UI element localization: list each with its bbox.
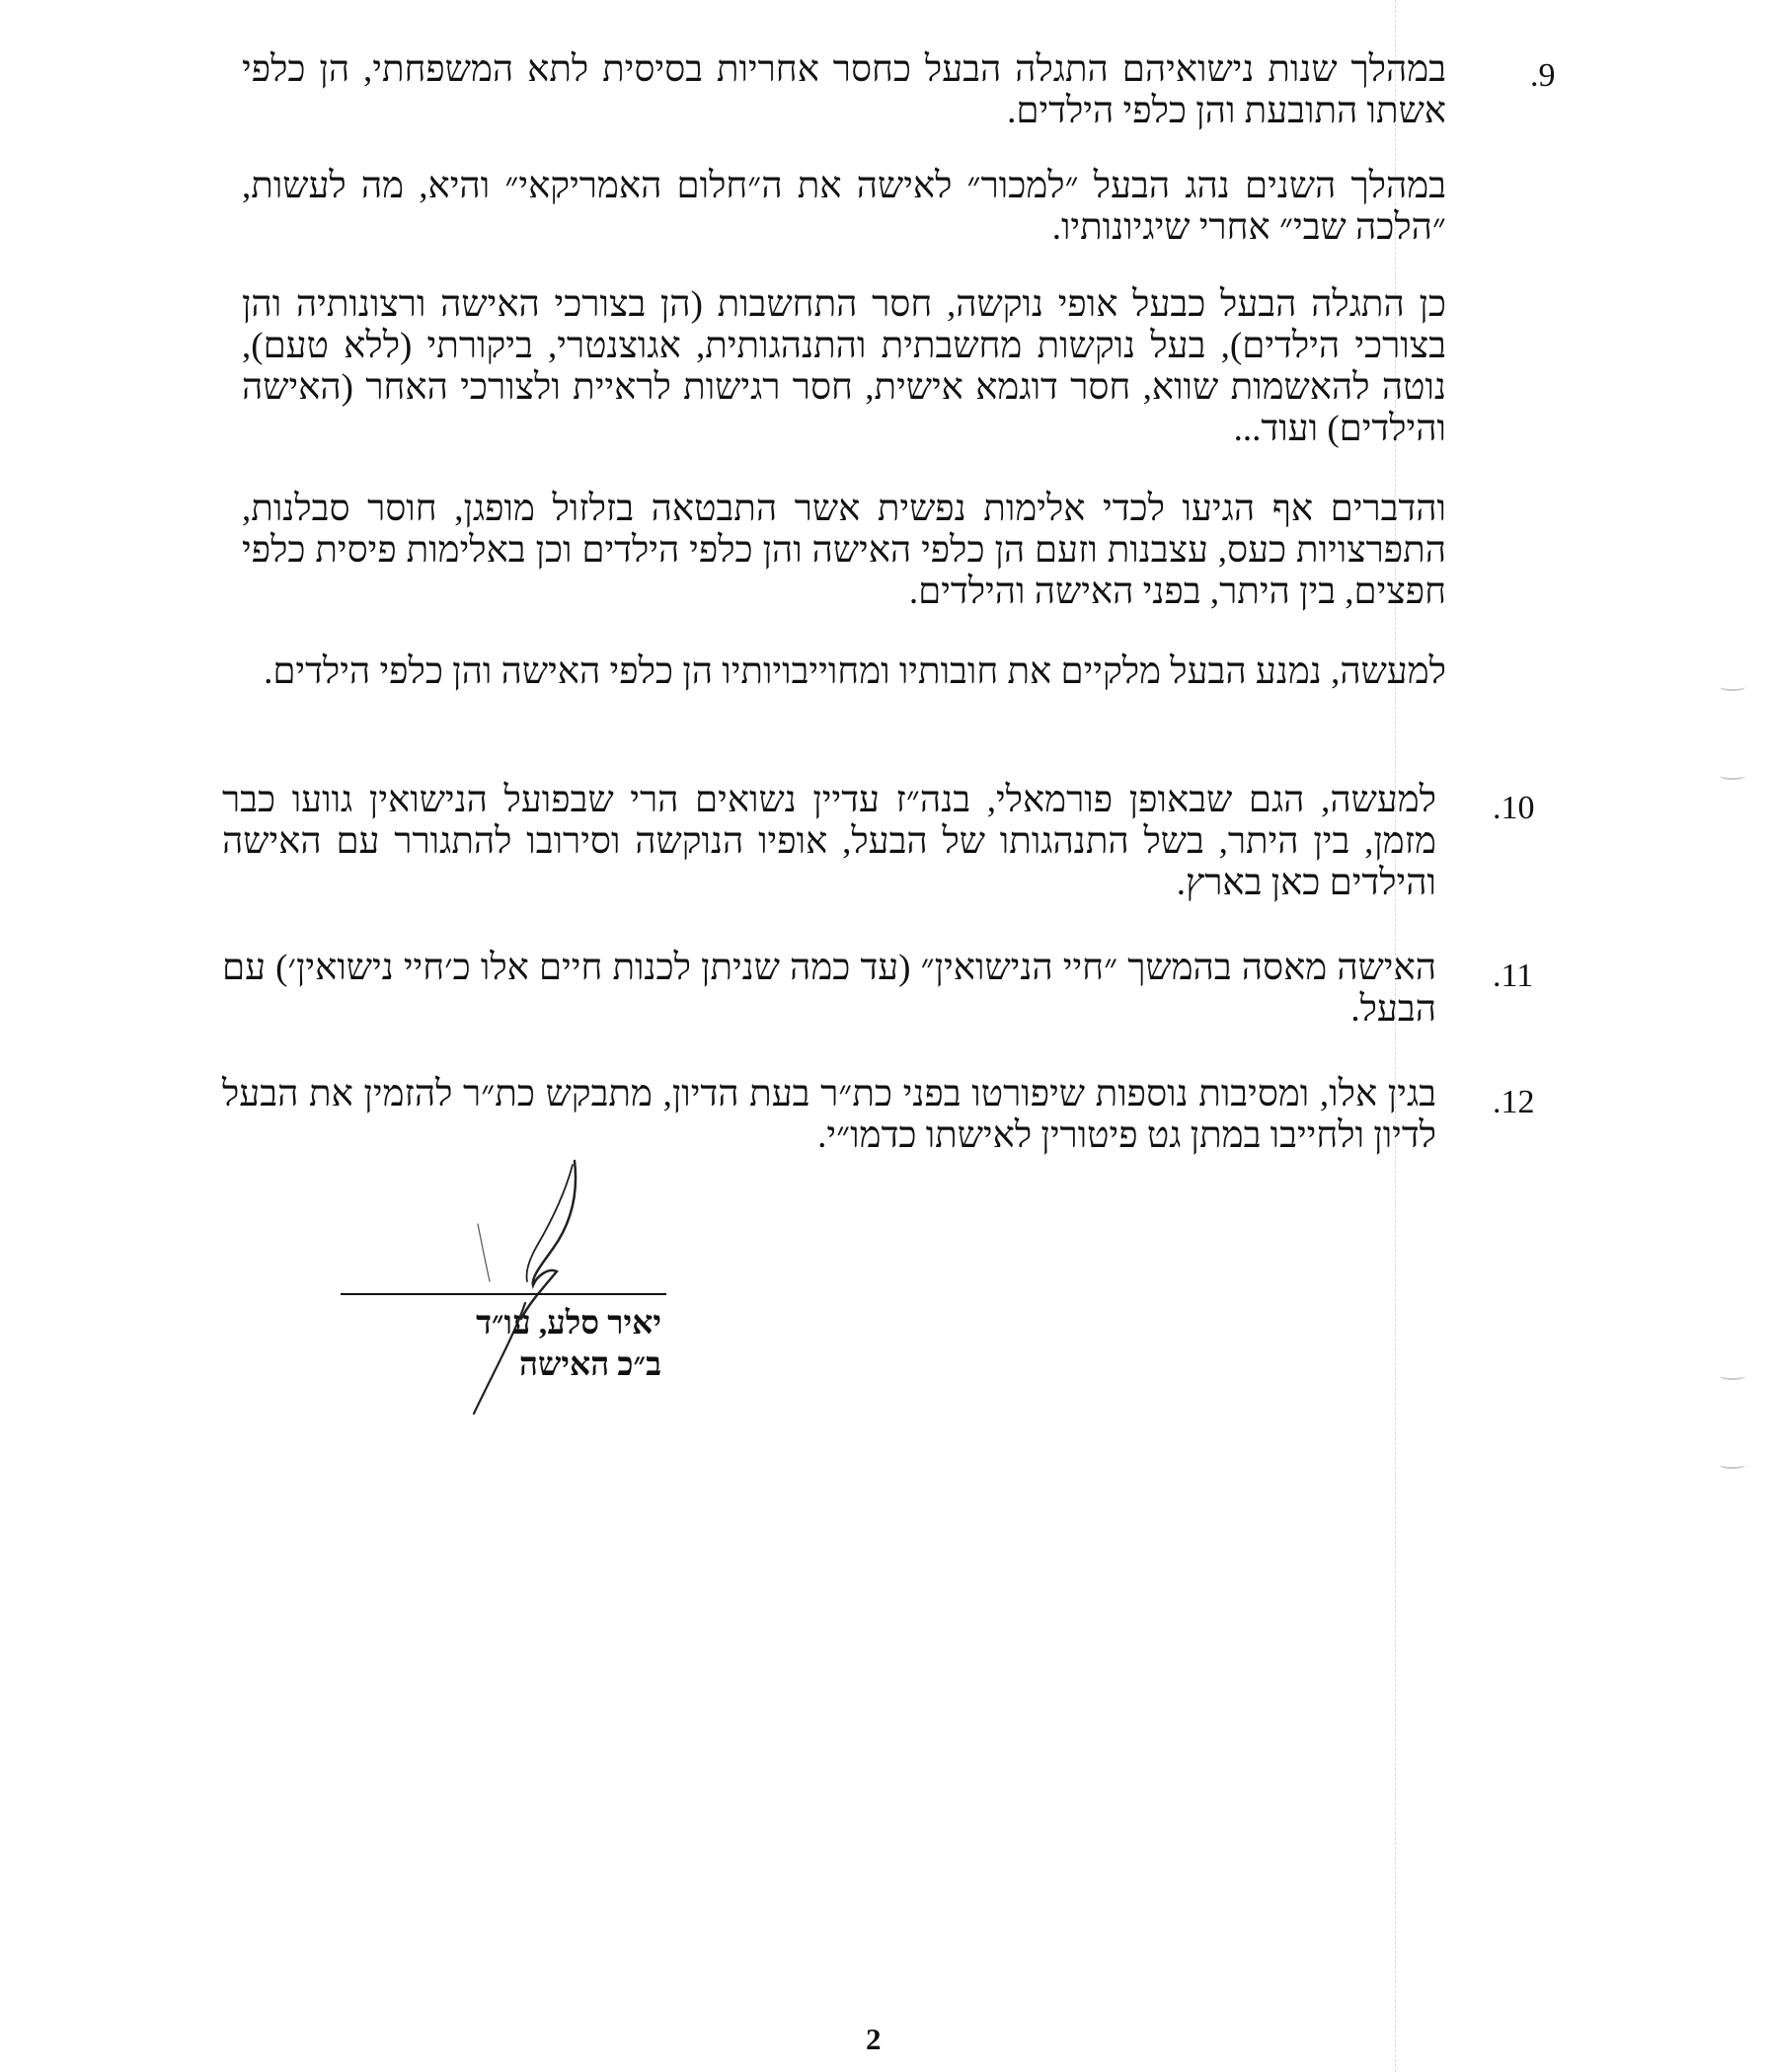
scan-mark [1720,772,1745,780]
signatory-role: ב״כ האישה [519,1347,661,1383]
paragraph-obligations: למעשה, נמנע הבעל מלקיים את חובותיו ומחוייבויותיו הן כלפי האישה והן כלפי הילדים. [264,652,1446,692]
paragraph-number: .10 [1493,790,1535,826]
scan-mark [1720,683,1745,691]
paragraph-emotional-abuse: והדברים אף הגיעו לכדי אלימות נפשית אשר התבטאה בזלזול מופגן, חוסר סבלנות, התפרצויות כעס, עצבנות וזעם הן כלפי האישה והן כלפי הילדים וכן באלימות פיסית כלפי חפצים, בין היתר, בפני האישה והילדים. [242,489,1446,612]
paragraph-10-text: למעשה, הגם שבאופן פורמאלי, בנה״ז עדיין נשואים הרי שבפועל הנישואין גוועו כבר מזמן, בין היתר, בשל התנהגותו של הבעל, אופיו הנוקשה וסירובו להתגורר עם האישה והילדים כאן בארץ. [222,780,1436,903]
paragraph-9-text: במהלך שנות נישואיהם התגלה הבעל כחסר אחריות בסיסית לתא המשפחתי, הן כלפי אשתו התובעת והן כלפי הילדים. [242,49,1446,131]
scan-mark [1720,1372,1745,1380]
paragraph-11-text: האישה מאסה בהמשך ״חיי הנישואין״ (עד כמה שניתן לכנות חיים אלו כ׳חיי נישואין׳) עם הבעל. [222,948,1436,1030]
paragraph-character: כן התגלה הבעל כבעל אופי נוקשה, חסר התחשבות (הן בצורכי האישה ורצונותיה והן בצורכי הילדים), בעל נוקשות מחשבתית והתנהגותית, אגוצנטרי, ביקורתי (ללא טעם), נוטה להאשמות שווא, חסר דוגמא אישית, חסר רגישות לראיית ולצורכי האחר (האישה והילדים) ועוד... [242,284,1446,449]
signatory-name: יאיר סלע, עו״ד [476,1306,661,1342]
paragraph-number: .11 [1493,958,1534,994]
paragraph-number: .9 [1530,57,1556,94]
paragraph-number: .12 [1493,1084,1535,1120]
signature-line [341,1293,666,1295]
scan-mark [1720,1461,1745,1469]
page-number: 2 [866,2022,882,2056]
paragraph-12-text: בגין אלו, ומסיבות נוספות שיפורטו בפני כת״ר בעת הדיון, מתבקש כת״ר להזמין את הבעל לדיון ולחייבו במתן גט פיטורין לאישתו כדמו״י. [222,1074,1436,1156]
paragraph-american-dream: במהלך השנים נהג הבעל ״למכור״ לאישה את ה״חלום האמריקאי״ והיא, מה לעשות, ״הלכה שבי״ אחרי שיגיונותיו. [242,166,1446,248]
